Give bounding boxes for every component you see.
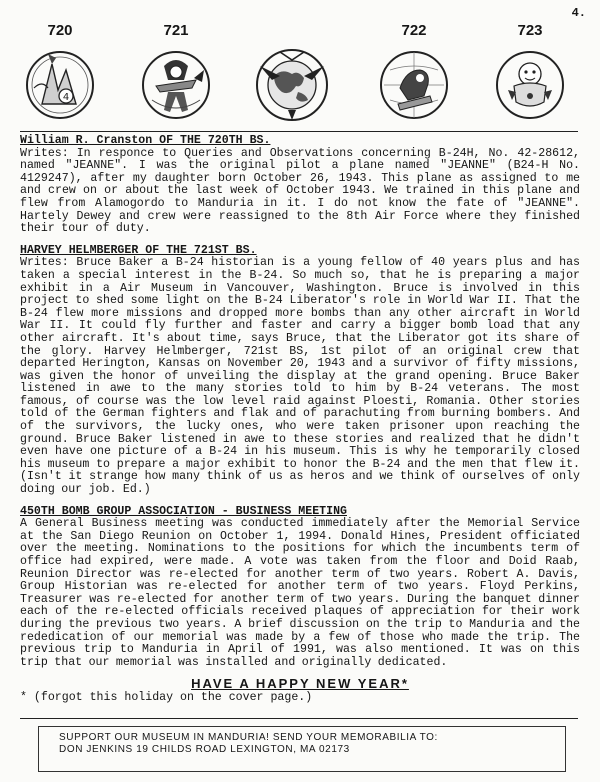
squadron-721-emblem-icon [138, 40, 214, 126]
section-body: A General Business meeting was conducted immediately after the Memorial Service at the San Diego Reunion on October 1, 1994. Donald Hines, President officiated over the meeting. Nominations to the positions for which the incumbents term of office had expired, were made. A vote was taken from the floor and Doid Raab, Reunion Director was re-elected for another term of two years. Robert A. Davis, Group Historian was re-elected for another term of two years. Floyd Perkins, Treasurer was re-elected for another term of two years. During the banquet dinner each of the re-elected officials received plaques of appreciation for their work during the previous two years. A brief discussion on the trip to Manduria and the rededication of our memorial was made by a few of those who made the trip. The previous trip to Manduria in April of 1991, was also mentioned. It was on this trip that our memorial was installed and originally dedicated. [20, 517, 580, 669]
insignia-721 [134, 22, 218, 126]
bottom-divider [20, 718, 578, 719]
section-body: Writes: Bruce Baker a B-24 historian is a young fellow of 40 years plus and has taken a special interest in the B-24. So much so, that he is preparing a major exhibit in a Air Museum in Vancouver, Washington. Bruce is involved in this project to shed some light on the B-24 Liberator's role in World War II. That the B-24 flew more missions and dropped more bombs than any other aircraft in World War II. It could fly further and faster and carry a bigger bomb load that any other aircraft. It's about time, says Bruce, that the Liberator got its share of the glory. Harvey Helmberger, 721st BS, 1st pilot of an original crew that departed Herington, Kansas on November 20, 1943 and a survivor of fifty missions, was given the honor of unveiling the display at the grand opening. Bruce Baker listened in awe to the many stories told to him by B-24 veterans. The most famous, of course was the low level raid against Ploesti, Romania. Other stories told of the German fighters and flak and of parachuting from burning bombers. And of the survivors, the lucky ones, who were taken prisoner upon reaching the ground. Bruce Baker listened in awe to these stories and realized that he didn't even have one picture of a B-24 in his museum. This is why he temporarily closed his museum to prepare a major exhibit to honor the B-24 and the men that flew it. (Isn't it strange how many think of us as heros and we think of ourselves of only doing our job. Ed.) [20, 256, 580, 497]
section-business-meeting [20, 506, 580, 670]
section-body: Writes: In responce to Queries and Observations concerning B-24H, No. 42-28612, named "JEANNE". I was the original pilot a plane named "JEANNE" (B24-H No. 4129247), after my daughter born October 26, 1943. This plane as assigned to me and crew on or about the last week of October 1943. We trained in this plane and flew from Alamogordo to Manduria in it. I do not know the fate of "JEANNE". Hartely Dewey and crew were reassigned to the 8th Air Force where they finished their tour of duty. [20, 146, 580, 236]
section-heading: 450TH BOMB GROUP ASSOCIATION - BUSINESS MEETING [20, 504, 347, 518]
section-heading: HARVEY HELMBERGER OF THE 721ST BS. [20, 243, 257, 257]
article-content [20, 135, 580, 704]
insignia-number: 722 [401, 22, 427, 39]
squadron-722-emblem-icon [376, 40, 452, 126]
section-helmberger [20, 245, 580, 497]
insignia-number: 723 [517, 22, 543, 39]
insignia-number: 720 [47, 22, 73, 39]
museum-support-box [38, 726, 566, 772]
insignia-group [250, 22, 334, 126]
insignia-number [250, 22, 334, 40]
greeting-footnote: * (forgot this holiday on the cover page.) [20, 691, 313, 705]
squadron-720-emblem-icon [22, 40, 98, 126]
section-heading: William R. Cranston OF THE 720TH BS. [20, 134, 271, 147]
footer-line-2: DON JENKINS 19 CHILDS ROAD LEXINGTON, MA 02173 [59, 744, 350, 755]
new-year-greeting: HAVE A HAPPY NEW YEAR* [191, 676, 409, 692]
insignia-722 [372, 22, 456, 126]
insignia-720 [18, 22, 102, 126]
section-cranston [20, 135, 580, 236]
top-divider [20, 131, 578, 132]
svg-text:4: 4 [62, 92, 70, 103]
insignia-number: 721 [163, 22, 189, 39]
group-globe-emblem-icon [252, 40, 332, 126]
insignia-723 [488, 22, 572, 126]
squadron-723-emblem-icon [492, 40, 568, 126]
squadron-insignia-row [18, 22, 573, 130]
page-number: 4. [571, 6, 586, 20]
footer-line-1: SUPPORT OUR MUSEUM IN MANDURIA! SEND YOUR MEMORABILIA TO: [59, 732, 438, 743]
